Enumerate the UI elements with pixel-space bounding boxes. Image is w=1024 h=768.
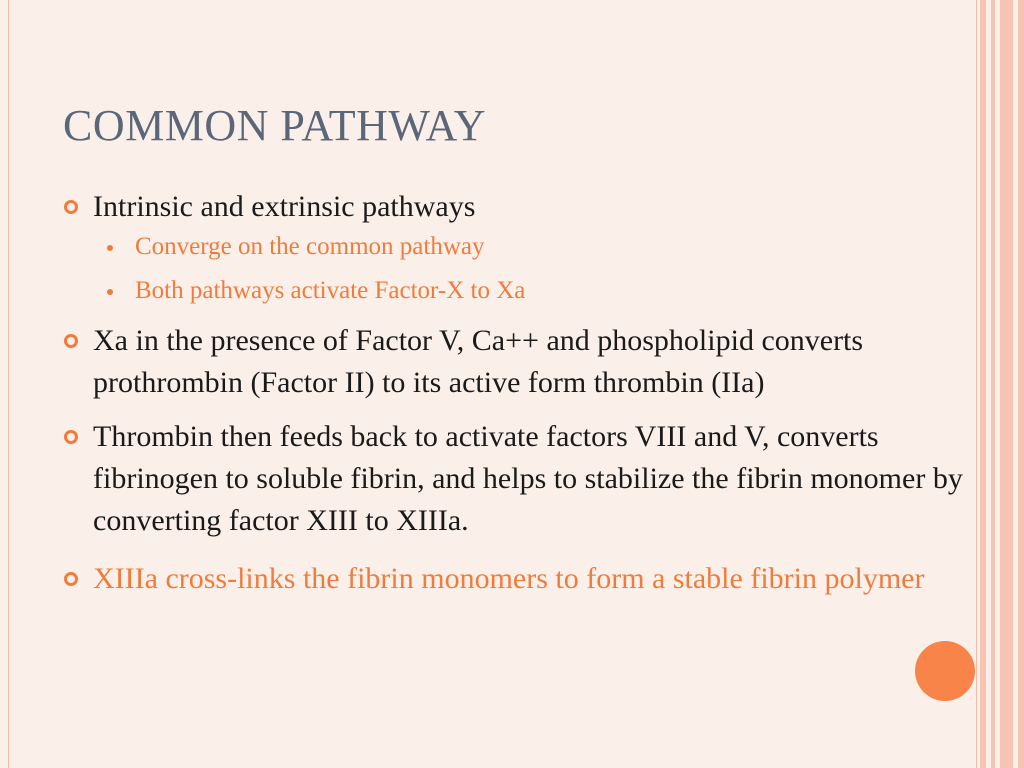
bullet-text: XIIIa cross-links the fibrin monomers to form a stable fibrin polymer	[93, 562, 925, 595]
decorative-circle	[915, 641, 975, 701]
stripe	[1018, 0, 1024, 768]
ring-bullet-icon	[64, 334, 78, 348]
bullet-text: Xa in the presence of Factor V, Ca++ and phospholipid converts prothrombin (Factor II) to its active form thrombin (IIa)	[93, 324, 864, 399]
dot-bullet-icon	[107, 245, 113, 251]
bullet-text: Thrombin then feeds back to activate factors VIII and V, converts fibrinogen to soluble fibrin, and helps to stabilize the fibrin monomer by converting factor XIII to XIIIa.	[93, 420, 963, 537]
stripe	[980, 0, 986, 768]
bullet-item	[64, 558, 964, 600]
decorative-stripes	[980, 0, 1024, 768]
bullet-item	[64, 320, 964, 404]
ring-bullet-icon	[64, 200, 78, 214]
stripe	[991, 0, 995, 768]
dot-bullet-icon	[107, 289, 113, 295]
ring-bullet-icon	[64, 430, 78, 444]
slide-content	[64, 186, 964, 600]
bullet-text: Intrinsic and extrinsic pathways	[93, 190, 476, 223]
ring-bullet-icon	[64, 572, 78, 586]
stripe	[1000, 0, 1013, 768]
slide-title: COMMON PATHWAY	[63, 101, 487, 150]
sub-bullet-item	[64, 230, 964, 264]
sub-bullet-text: Both pathways activate Factor-X to Xa	[135, 277, 526, 304]
bullet-item	[64, 186, 964, 228]
sub-bullet-item	[64, 274, 964, 308]
sub-bullet-text: Converge on the common pathway	[135, 233, 485, 260]
bullet-item	[64, 416, 964, 542]
